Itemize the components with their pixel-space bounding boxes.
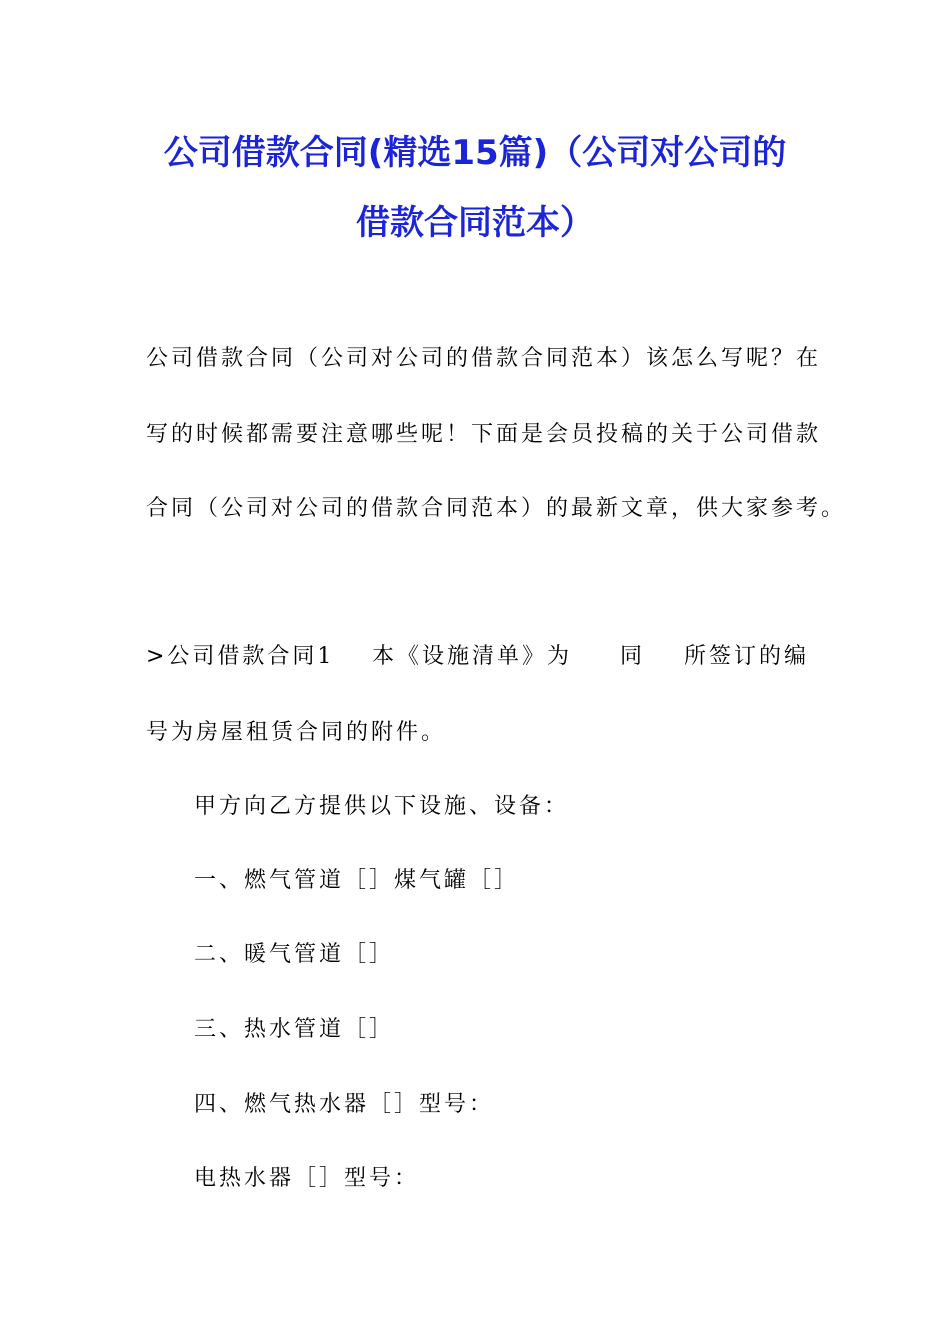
facility-item-5: 电热水器［］型号： xyxy=(194,1166,420,1191)
document-title-line-1: 公司借款合同(精选15篇)（公司对公司的 xyxy=(163,133,787,173)
facility-item-4: 四、燃气热水器［］型号： xyxy=(194,1092,495,1117)
section-1-fragment-b: 同 xyxy=(620,644,646,669)
document-title-line-2: 借款合同范本） xyxy=(356,203,594,243)
section-1-line-2: 号为房屋租赁合同的附件。 xyxy=(146,720,447,745)
facility-item-3: 三、热水管道［］ xyxy=(194,1017,395,1042)
intro-line-2: 写的时候都需要注意哪些呢！下面是会员投稿的关于公司借款 xyxy=(146,422,822,447)
section-1-first-line xyxy=(146,646,808,672)
facility-item-1: 一、燃气管道［］煤气罐［］ xyxy=(194,868,520,893)
facility-item-2: 二、暖气管道［］ xyxy=(194,942,395,967)
section-1-heading: >公司借款合同1 xyxy=(146,644,335,669)
section-1-fragment-c: 所签订的编 xyxy=(684,644,810,669)
facility-lead: 甲方向乙方提供以下设施、设备： xyxy=(194,794,570,819)
intro-line-1: 公司借款合同（公司对公司的借款合同范本）该怎么写呢？在 xyxy=(146,346,822,371)
section-1-fragment-a: 本《设施清单》为 xyxy=(372,644,573,669)
intro-line-3: 合同（公司对公司的借款合同范本）的最新文章，供大家参考。 xyxy=(146,496,847,521)
